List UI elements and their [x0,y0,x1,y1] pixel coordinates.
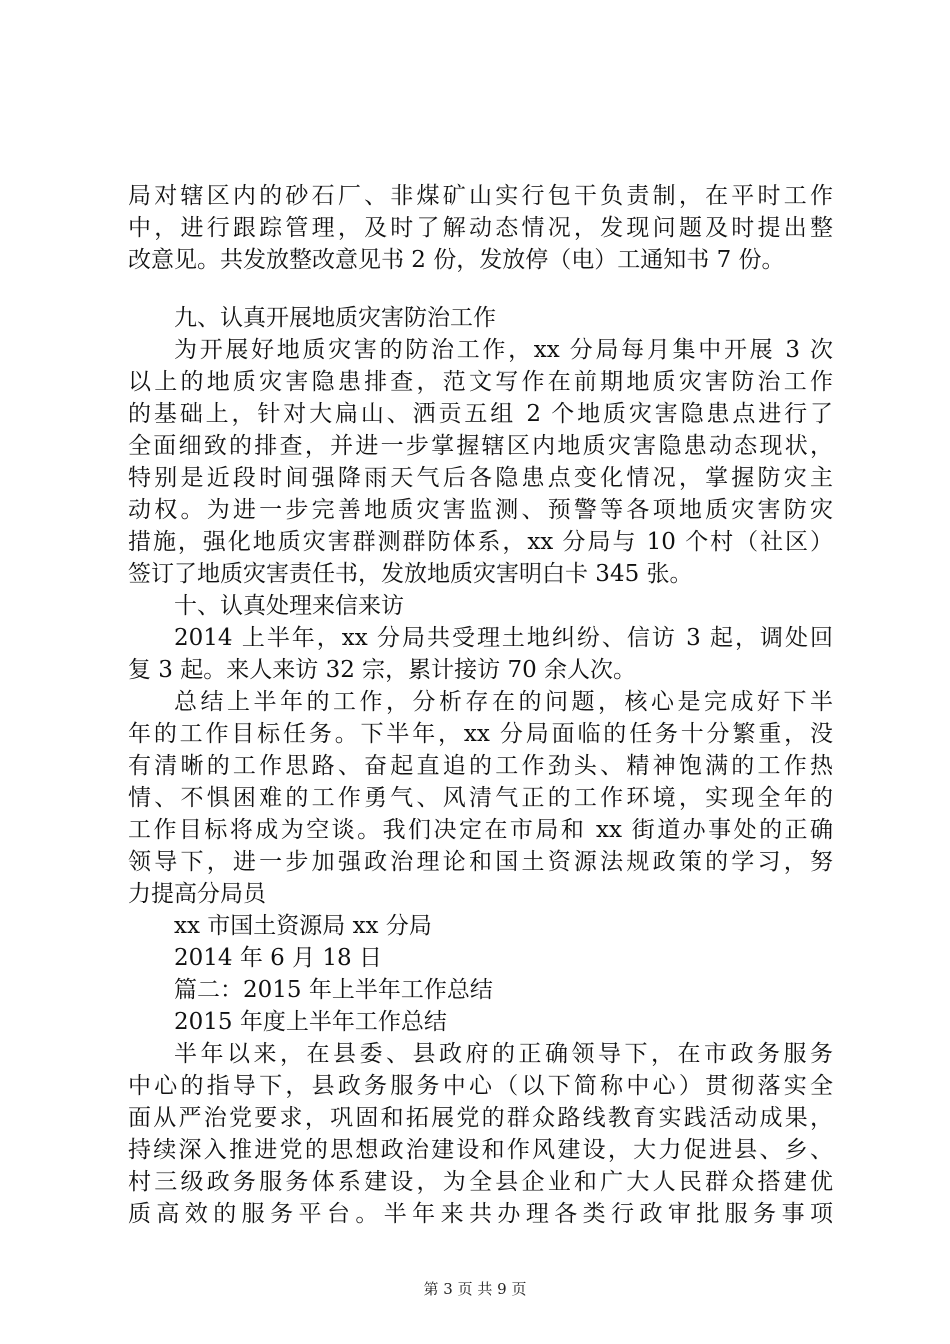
text-line: 村三级政务服务体系建设，为全县企业和广大人民群众搭建优 [128,1169,833,1195]
text-line: 中，进行跟踪管理，及时了解动态情况，发现问题及时提出整 [128,215,833,241]
text-line: 特别是近段时间强降雨天气后各隐患点变化情况，掌握防灾主 [128,465,833,491]
text-line: 工作目标将成为空谈。我们决定在市局和 xx 街道办事处的正确 [128,817,833,843]
text-line: 为开展好地质灾害的防治工作，xx 分局每月集中开展 3 次 [174,337,833,363]
text-line: 有清晰的工作思路、奋起直追的工作劲头、精神饱满的工作热 [128,753,833,779]
section9-heading: 九、认真开展地质灾害防治工作 [174,305,496,331]
signature: xx 市国土资源局 xx 分局 [174,913,432,939]
text-line: 签订了地质灾害责任书，发放地质灾害明白卡 345 张。 [128,561,693,587]
text-line: 复 3 起。来人来访 32 宗，累计接访 70 余人次。 [128,657,637,683]
text-line: 以上的地质灾害隐患排查，范文写作在前期地质灾害防治工作 [128,369,833,395]
text-line: 总结上半年的工作，分析存在的问题，核心是完成好下半 [174,689,833,715]
date: 2014 年 6 月 18 日 [174,945,382,971]
text-line: 力提高分局员 [128,881,266,907]
text-line: 的基础上，针对大扁山、洒贡五组 2 个地质灾害隐患点进行了 [128,401,833,427]
text-line: 质高效的服务平台。半年来共办理各类行政审批服务事项 [128,1201,833,1227]
section10-heading: 十、认真处理来信来访 [174,593,404,619]
page-footer: 第 3 页 共 9 页 [423,1280,527,1298]
text-line: 改意见。共发放整改意见书 2 份，发放停（电）工通知书 7 份。 [128,247,785,273]
text-line: 全面细致的排查，并进一步掌握辖区内地质灾害隐患动态现状， [128,433,833,459]
text-line: 措施，强化地质灾害群测群防体系，xx 分局与 10 个村（社区） [128,529,833,555]
text-line: 领导下，进一步加强政治理论和国土资源法规政策的学习，努 [128,849,833,875]
text-line: 情、不惧困难的工作勇气、风清气正的工作环境，实现全年的 [128,785,833,811]
part2-title: 篇二：2015 年上半年工作总结 [174,977,493,1003]
text-line: 中心的指导下，县政务服务中心（以下简称中心）贯彻落实全 [128,1073,833,1099]
text-line: 半年以来，在县委、县政府的正确领导下，在市政务服务 [174,1041,833,1067]
text-line: 动权。为进一步完善地质灾害监测、预警等各项地质灾害防灾 [128,497,833,523]
text-line: 持续深入推进党的思想政治建设和作风建设，大力促进县、乡、 [128,1137,833,1163]
text-line: 年的工作目标任务。下半年，xx 分局面临的任务十分繁重，没 [128,721,833,747]
paragraph-block1 [128,180,833,276]
text-line: 面从严治党要求，巩固和拓展党的群众路线教育实践活动成果， [128,1105,833,1131]
text-line: 2014 上半年，xx 分局共受理土地纠纷、信访 3 起，调处回 [174,625,833,651]
part2-subtitle: 2015 年度上半年工作总结 [174,1009,447,1035]
section9 [128,302,833,1230]
text-line: 局对辖区内的砂石厂、非煤矿山实行包干负责制，在平时工作 [128,183,833,209]
